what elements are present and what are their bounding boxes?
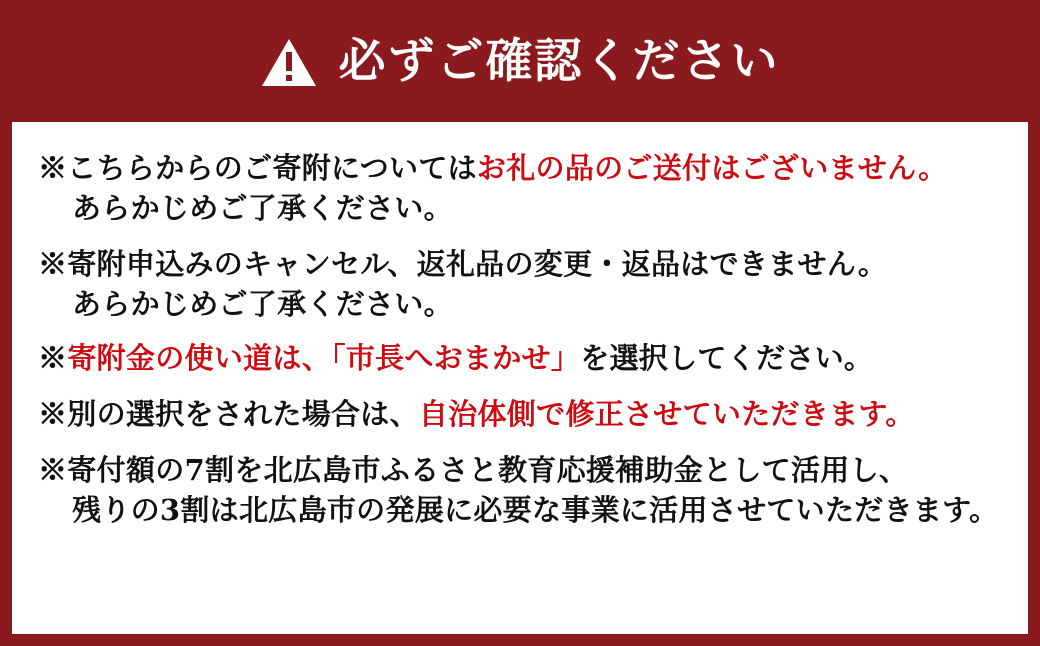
notice-item-1-line-1 — [38, 151, 947, 185]
notice-item-2 — [38, 244, 1002, 324]
notice-item-3-suffix: を選択してください。 — [580, 341, 874, 376]
notice-item-3 — [38, 338, 1002, 378]
notice-item-5-line-1: ※寄付額の7割を北広島市ふるさと教育応援補助金として活用し、 — [38, 453, 909, 488]
warning-triangle-icon — [261, 38, 317, 88]
notice-body — [12, 122, 1028, 634]
notice-header — [0, 0, 1040, 122]
notice-title: 必ずご確認ください — [338, 33, 780, 89]
notice-item-1-text-plain: ※こちらからのご寄附については — [38, 151, 477, 185]
notice-item-5 — [38, 450, 1002, 530]
notice-item-4-prefix: ※別の選択をされた場合は、 — [38, 397, 419, 432]
notice-item-3-emphasis: 寄附金の使い道は、「市長へおまかせ」 — [67, 341, 581, 376]
notice-item-1 — [38, 148, 1002, 228]
notice-item-5-line-2: 残りの3割は北広島市の発展に必要な事業に活用させていただきます。 — [72, 493, 999, 528]
notice-list — [38, 148, 1002, 530]
notice-item-2-line-2: あらかじめご了承ください。 — [72, 287, 453, 322]
notice-item-2-line-1: ※寄附申込みのキャンセル、返礼品の変更・返品はできません。 — [38, 247, 888, 282]
notice-item-4 — [38, 394, 1002, 434]
notice-item-3-prefix: ※ — [38, 341, 68, 376]
notice-item-4-emphasis: 自治体側で修正させていただきます。 — [418, 397, 915, 432]
notice-item-1-line-2: あらかじめご了承ください。 — [72, 191, 453, 226]
notice-item-1-text-emphasis: お礼の品のご送付はございません。 — [476, 151, 948, 185]
